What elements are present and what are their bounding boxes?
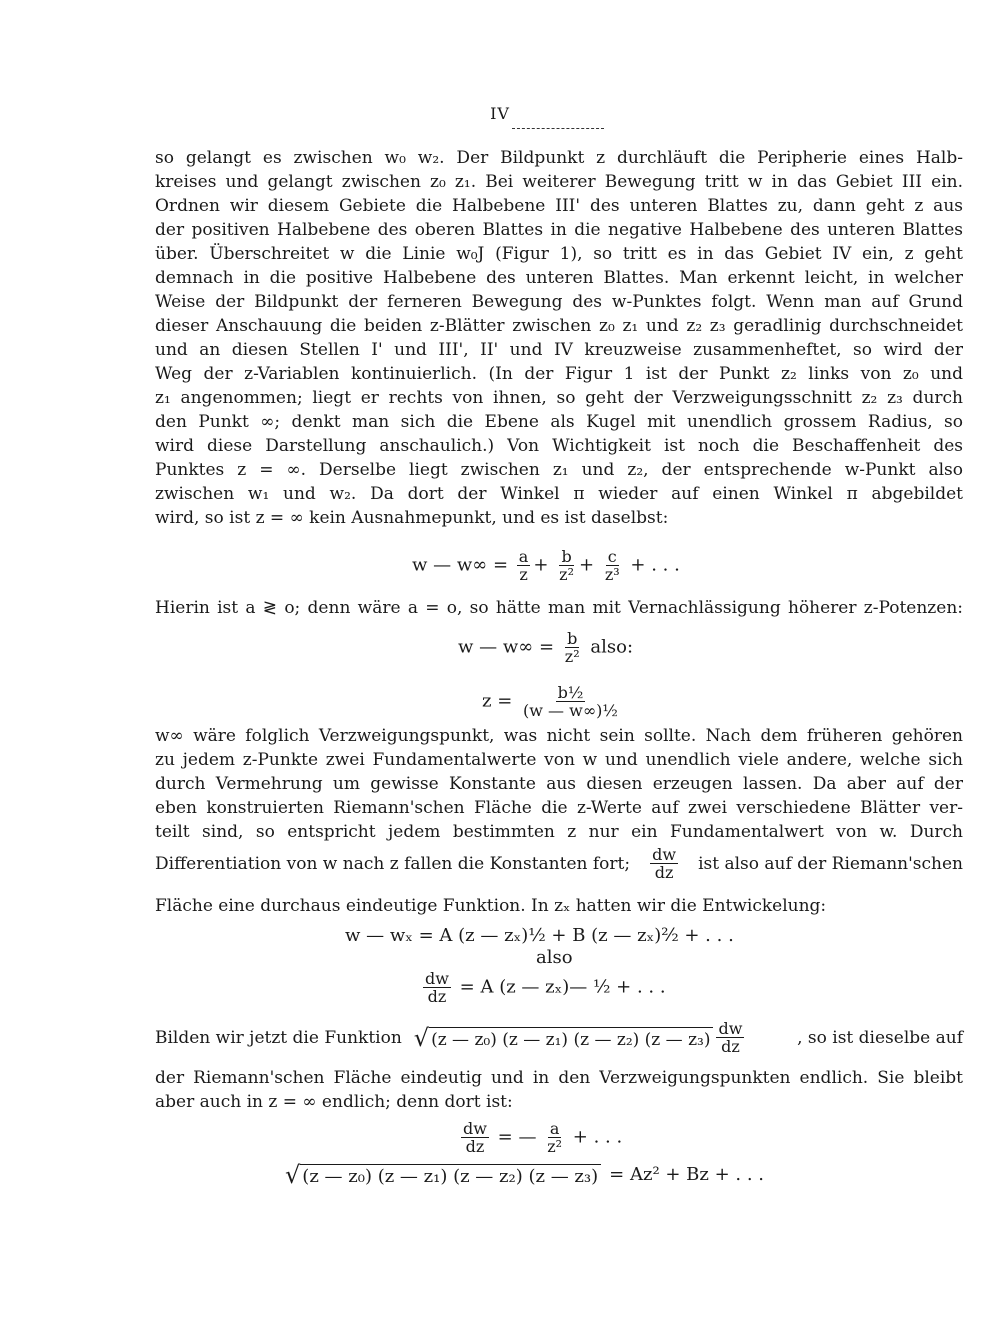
text-line: wird, so ist z = ∞ kein Ausnahmepunkt, und es ist daselbst: bbox=[155, 508, 669, 528]
text-line: Weise der Bildpunkt der ferneren Bewegung des w-Punktes folgt. Wenn man auf Grund bbox=[155, 292, 963, 312]
text-line: eben konstruierten Riemann'schen Fläche die z-Werte auf zwei verschiedene Blätter ver- bbox=[155, 798, 963, 818]
text-line: den Punkt ∞; denkt man sich die Ebene als Kugel mit unendlich grossem Radius, so bbox=[155, 412, 963, 432]
fraction-a-over-z2: $\frac{a}{\text{z²}}$ bbox=[547, 1119, 563, 1156]
text-line: der positiven Halbebene des oberen Blattes in die negative Halbebene des unteren Blattes bbox=[155, 220, 963, 240]
text-line: dieser Anschauung die beiden z-Blätter zwischen z₀ z₁ und z₂ z₃ geradlinig durchschneidet bbox=[155, 316, 963, 336]
text-line: demnach in die positive Halbebene des unteren Blattes. Man erkennt leicht, in welcher bbox=[155, 268, 963, 288]
text-line: Weg der z-Variablen kontinuierlich. (In der Figur 1 ist der Punkt z₂ links von z₀ und bbox=[155, 364, 963, 384]
text-line: zu jedem z-Punkte zwei Fundamentalwerte von w und unendlich viele andere, welche sich bbox=[155, 750, 963, 770]
square-root: √ (z — z₀) (z — z₁) (z — z₂) (z — z₃) bbox=[285, 1162, 601, 1188]
fraction-a-over-z: $\frac{a}{z}$ bbox=[518, 547, 529, 584]
text-line-hierin: Hierin ist a ≷ o; denn wäre a = o, so hätte man mit Vernachlässigung höherer z-Potenzen: bbox=[155, 598, 963, 618]
square-root: √ (z — z₀) (z — z₁) (z — z₂) (z — z₃) bbox=[414, 1025, 714, 1051]
text-line-aber: aber auch in z = ∞ endlich; denn dort ist: bbox=[155, 1092, 513, 1112]
header-rule bbox=[512, 128, 604, 129]
fraction-dw-dz: $\frac{dw}{dz}$ bbox=[463, 1119, 487, 1156]
equation-root-expansion: √ (z — z₀) (z — z₁) (z — z₂) (z — z₃) = Az² + Bz + . . . bbox=[285, 1161, 765, 1189]
equation-derivative-at-infinity: $\frac{dw}{dz}$ = — $\frac{a}{\text{z²}}$ + . . . bbox=[463, 1119, 623, 1156]
fraction-b-half: $\frac{\text{b½}}{\text{(w — w∞)½}}$ bbox=[523, 683, 618, 720]
text-line: über. Überschreitet w die Linie w₀J (Figur 1), so tritt es in das Gebiet IV ein, z geht bbox=[155, 244, 963, 264]
page-number: IV bbox=[490, 104, 510, 123]
equation-expansion-w-infinity: w — w∞ = $\frac{a}{z}$ + $\frac{b}{\text{z²}}$ + $\frac{c}{\text{z³}}$ + . . . bbox=[412, 547, 680, 584]
text-line-riemann: der Riemann'schen Fläche eindeutig und in den Verzweigungspunkten endlich. Sie bleibt bbox=[155, 1068, 963, 1088]
text-line: w∞ wäre folglich Verzweigungspunkt, was nicht sein sollte. Nach dem früheren gehören bbox=[155, 726, 963, 746]
fraction-dw-dz: $\frac{dw}{dz}$ bbox=[425, 969, 449, 1006]
text-line: durch Vermehrung um gewisse Konstante aus diesen erzeugen lassen. Da aber auf der bbox=[155, 774, 963, 794]
equation-z-equals: z = $\frac{\text{b½}}{\text{(w — w∞)½}}$ bbox=[482, 683, 618, 720]
text-line: und an diesen Stellen I' und III', II' und IV kreuzweise zusammenheftet, so wird der bbox=[155, 340, 963, 360]
text-line: Ordnen wir diesem Gebiete die Halbebene III' des unteren Blattes zu, dann geht z aus bbox=[155, 196, 963, 216]
text-line: kreises und gelangt zwischen z₀ z₁. Bei weiterer Bewegung tritt w in das Gebiet III ein. bbox=[155, 172, 963, 192]
equation-w-minus-w-infinity: w — w∞ = $\frac{b}{\text{z²}}$ also: bbox=[458, 629, 634, 666]
equation-tail: + . . . bbox=[630, 554, 680, 576]
text-line: teilt sind, so entspricht jedem bestimmten z nur ein Fundamentalwert von w. Durch bbox=[155, 822, 963, 842]
fraction-dw-dz: $\frac{dw}{dz}$ bbox=[652, 845, 677, 882]
text-line-flaeche: Fläche eine durchaus eindeutige Funktion. In zₓ hatten wir die Entwickelung: bbox=[155, 896, 827, 916]
fraction-b-over-z2: $\frac{b}{\text{z²}}$ bbox=[564, 629, 580, 666]
text-line: wird diese Darstellung anschaulich.) Von Wichtigkeit ist noch die Beschaffenheit des bbox=[155, 436, 963, 456]
equation-lhs: w — w∞ = bbox=[412, 554, 509, 576]
fraction-c-over-z3: $\frac{c}{\text{z³}}$ bbox=[604, 547, 620, 584]
text-line: zwischen w₁ und w₂. Da dort der Winkel π wieder auf einen Winkel π abgebildet bbox=[155, 484, 963, 504]
equation-derivative-expansion: $\frac{dw}{dz}$ = A (z — zₓ)— ½ + . . . bbox=[425, 969, 666, 1006]
text-line-differentiation: Differentiation von w nach z fallen die Konstanten fort; $\frac{dw}{dz}$ ist also auf der Riemann'schen bbox=[155, 845, 963, 882]
equation-expansion-w-x: w — wₓ = A (z — zₓ)½ + B (z — zₓ)²⁄₂ + . . . bbox=[345, 925, 734, 946]
label-also: also bbox=[536, 947, 573, 968]
text-line-bilden: Bilden wir jetzt die Funktion √ (z — z₀) (z — z₁) (z — z₂) (z — z₃) $\frac{dw}{dz}$ , so ist dieselbe auf bbox=[155, 1019, 963, 1056]
text-line: z₁ angenommen; liegt er rechts von ihnen, so geht der Verzweigungsschnitt z₂ z₃ durch bbox=[155, 388, 963, 408]
text-line: so gelangt es zwischen w₀ w₂. Der Bildpunkt z durchläuft die Peripherie eines Halb- bbox=[155, 148, 963, 168]
text-line: Punktes z = ∞. Derselbe liegt zwischen z₁ und z₂, der entsprechende w-Punkt also bbox=[155, 460, 963, 480]
fraction-b-over-z2: $\frac{b}{\text{z²}}$ bbox=[559, 547, 574, 584]
fraction-dw-dz: $\frac{dw}{dz}$ bbox=[718, 1019, 743, 1056]
